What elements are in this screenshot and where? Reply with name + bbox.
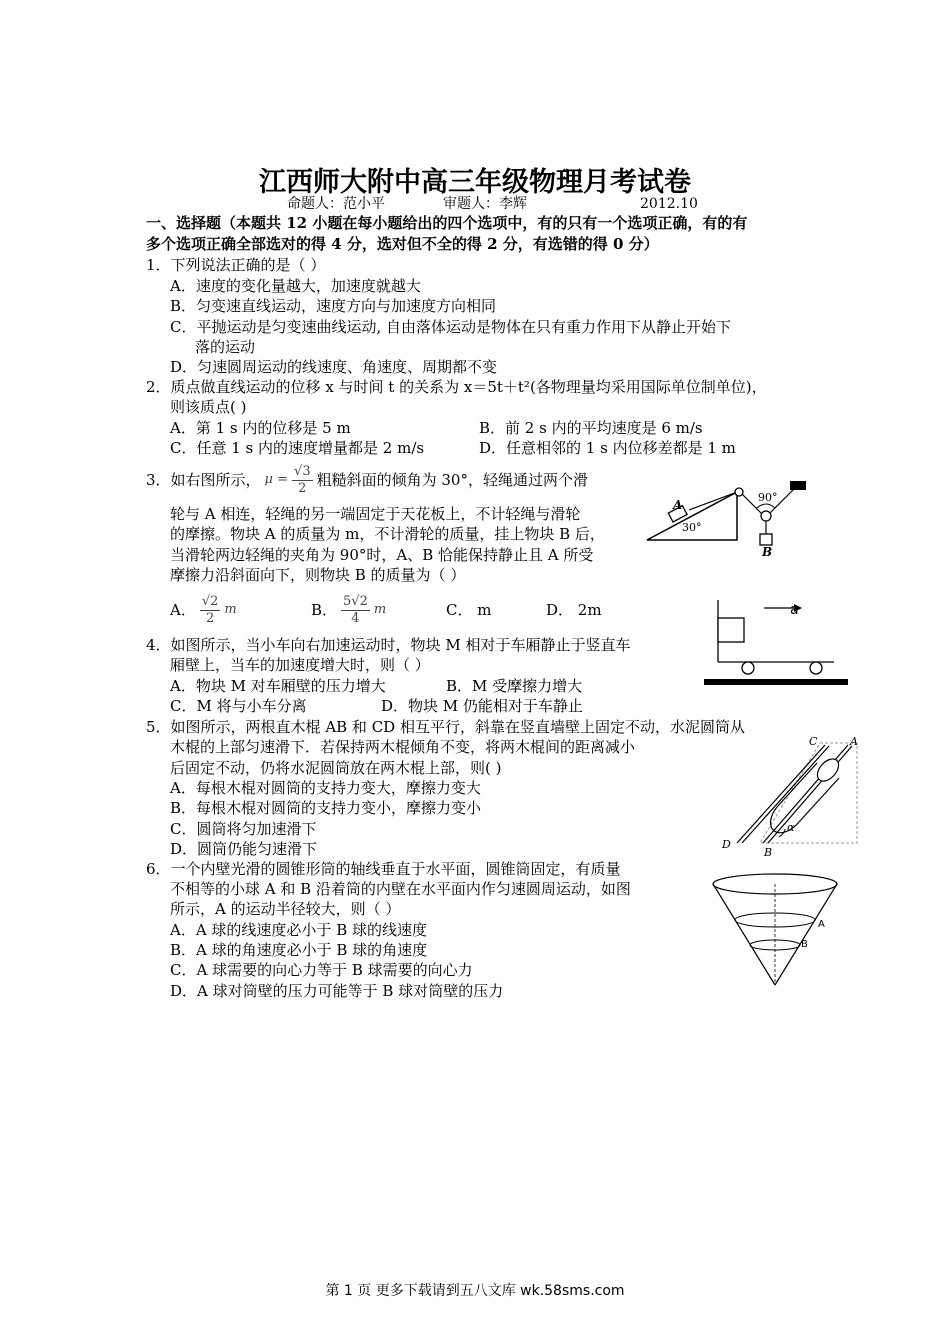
q6-line1: 6．一个内壁光滑的圆锥形筒的轴线垂直于水平面，圆锥筒固定，有质量 bbox=[146, 860, 621, 878]
q5-option-d: D．圆筒仍能匀速滑下 bbox=[170, 840, 318, 858]
q2-stem: 2．质点做直线运动的位移 x 与时间 t 的关系为 x＝5t＋t²(各物理量均采用国际单位制单位)， bbox=[146, 378, 767, 396]
q3-fig-label-b: B bbox=[762, 545, 773, 559]
q4-option-c: C．M 将与小车分离 bbox=[170, 697, 307, 715]
q2-option-a: A．第 1 s 内的位移是 5 m bbox=[170, 419, 351, 437]
q5-fig-label-c: C bbox=[809, 735, 818, 748]
q3-stem-post: 粗糙斜面的倾角为 30°，轻绳通过两个滑 bbox=[316, 471, 588, 489]
q3-stem-pre: 3．如右图所示， bbox=[146, 471, 261, 489]
q1-option-c: C．平抛运动是匀变速曲线运动, 自由落体运动是物体在只有重力作用下从静止开始下 bbox=[170, 318, 732, 336]
q3-option-c: C． m bbox=[446, 601, 492, 619]
q4-option-d: D．物块 M 仍能相对于车静止 bbox=[381, 697, 583, 715]
q3-option-b-den: 4 bbox=[351, 610, 360, 626]
q2-option-b: B．前 2 s 内的平均速度是 6 m/s bbox=[479, 419, 703, 437]
q6-option-b: B．A 球的角速度必小于 B 球的角速度 bbox=[170, 941, 428, 959]
q5-option-b: B．每根木棍对圆筒的支持力变小，摩擦力变小 bbox=[170, 799, 482, 817]
q3-option-a-label: A． bbox=[170, 601, 196, 619]
q6-line3: 所示，A 的运动半径较大，则（ ） bbox=[170, 900, 401, 918]
q3-mu-num: √3 bbox=[294, 463, 311, 479]
q3-fig-angle: 30° bbox=[682, 521, 702, 534]
page-footer: 第 1 页 更多下载请到五八文库 wk.58sms.com bbox=[325, 1283, 625, 1299]
q3-mu-den: 2 bbox=[298, 480, 307, 496]
q3-option-b-var: m bbox=[373, 602, 387, 617]
q3-line5: 摩擦力沿斜面向下，则物块 B 的质量为（ ） bbox=[170, 566, 466, 584]
q4-line2: 厢壁上，当车的加速度增大时，则（ ） bbox=[170, 656, 430, 674]
q5-line1: 5．如图所示，两根直木棍 AB 和 CD 相互平行，斜靠在竖直墙壁上固定不动，水泥圆筒从 bbox=[146, 718, 745, 736]
incline-pulley-figure bbox=[645, 478, 825, 568]
q3-fig-angle2: 90° bbox=[758, 491, 778, 504]
q4-fig-accel-label: a bbox=[790, 602, 799, 618]
q2-option-d: D．任意相邻的 1 s 内位移差都是 1 m bbox=[479, 439, 736, 457]
author: 命题人：范小平 bbox=[287, 196, 385, 212]
reviewer: 审题人：李辉 bbox=[443, 196, 527, 212]
date: 2012.10 bbox=[640, 196, 698, 212]
q1-stem: 1．下列说法正确的是（ ） bbox=[146, 256, 326, 274]
q5-fig-label-a: A bbox=[850, 735, 858, 748]
q3-line4: 当滑轮两边轻绳的夹角为 90°时，A、B 恰能保持静止且 A 所受 bbox=[170, 546, 594, 564]
q3-option-d: D． 2m bbox=[546, 601, 602, 619]
cart-figure bbox=[702, 598, 852, 693]
q6-option-a: A．A 球的线速度必小于 B 球的线速度 bbox=[170, 921, 427, 939]
q5-fig-label-d: D bbox=[722, 838, 731, 851]
q4-option-b: B．M 受摩擦力增大 bbox=[446, 677, 583, 695]
q3-option-b-label: B． bbox=[311, 601, 338, 619]
q3-option-b-fraction bbox=[341, 594, 370, 627]
q3-line3: 的摩擦。物块 A 的质量为 m，不计滑轮的质量，挂上物块 B 后， bbox=[170, 525, 605, 543]
q5-option-a: A．每根木棍对圆筒的支持力变大，摩擦力变大 bbox=[170, 779, 481, 797]
q1-option-c-cont: 落的运动 bbox=[195, 338, 256, 356]
q3-option-b bbox=[311, 590, 386, 630]
q3-stem bbox=[146, 460, 588, 500]
q3-mu: μ = bbox=[264, 472, 289, 487]
section-header-line1: 一、选择题（本题共 12 小题在每小题给出的四个选项中，有的只有一个选项正确，有的有 bbox=[146, 214, 748, 232]
q3-option-a-var: m bbox=[224, 602, 237, 617]
q2-option-c: C．任意 1 s 内的速度增量都是 2 m/s bbox=[170, 439, 425, 457]
q6-fig-label-a: A bbox=[818, 919, 825, 930]
q6-fig-label-b: B bbox=[801, 939, 808, 950]
q3-fig-label-a: A bbox=[673, 498, 683, 512]
q1-option-a: A．速度的变化量越大，加速度就越大 bbox=[170, 277, 421, 295]
q3-mu-fraction bbox=[292, 464, 313, 497]
page-title: 江西师大附中高三年级物理月考试卷 bbox=[259, 167, 691, 198]
q3-option-a bbox=[170, 590, 237, 630]
q4-line1: 4．如图所示，当小车向右加速运动时，物块 M 相对于车厢静止于竖直车 bbox=[146, 636, 631, 654]
q1-option-b: B．匀变速直线运动，速度方向与加速度方向相同 bbox=[170, 297, 497, 315]
q6-option-c: C．A 球需要的向心力等于 B 球需要的向心力 bbox=[170, 961, 473, 979]
q5-line2: 木棍的上部匀速滑下．若保持两木棍倾角不变，将两木棍间的距离减小 bbox=[170, 738, 636, 756]
q1-option-d: D．匀速圆周运动的线速度、角速度、周期都不变 bbox=[170, 358, 498, 376]
cone-figure bbox=[705, 870, 845, 990]
rods-cylinder-figure bbox=[715, 735, 865, 860]
q3-line2: 轮与 A 相连，轻绳的另一端固定于天花板上，不计轻绳与滑轮 bbox=[170, 505, 581, 523]
q5-fig-label-alpha: α bbox=[787, 821, 795, 834]
section-header-line2: 多个选项正确全部选对的得 4 分，选对但不全的得 2 分，有选错的得 0 分） bbox=[146, 235, 659, 253]
q5-fig-label-b: B bbox=[764, 846, 773, 859]
q2-stem-cont: 则该质点( ) bbox=[170, 398, 247, 416]
q3-option-a-num: √2 bbox=[201, 593, 219, 609]
q5-option-c: C．圆筒将匀加速滑下 bbox=[170, 820, 317, 838]
q4-option-a: A．物块 M 对车厢壁的压力增大 bbox=[170, 677, 386, 695]
q5-line3: 后固定不动，仍将水泥圆筒放在两木棍上部，则( ) bbox=[170, 759, 502, 777]
q3-option-a-den: 2 bbox=[205, 610, 215, 626]
q6-option-d: D．A 球对筒壁的压力可能等于 B 球对筒壁的压力 bbox=[170, 982, 504, 1000]
q3-option-a-fraction bbox=[200, 594, 221, 627]
q3-option-b-num: 5√2 bbox=[343, 593, 368, 609]
q6-line2: 不相等的小球 A 和 B 沿着筒的内壁在水平面内作匀速圆周运动，如图 bbox=[170, 880, 631, 898]
